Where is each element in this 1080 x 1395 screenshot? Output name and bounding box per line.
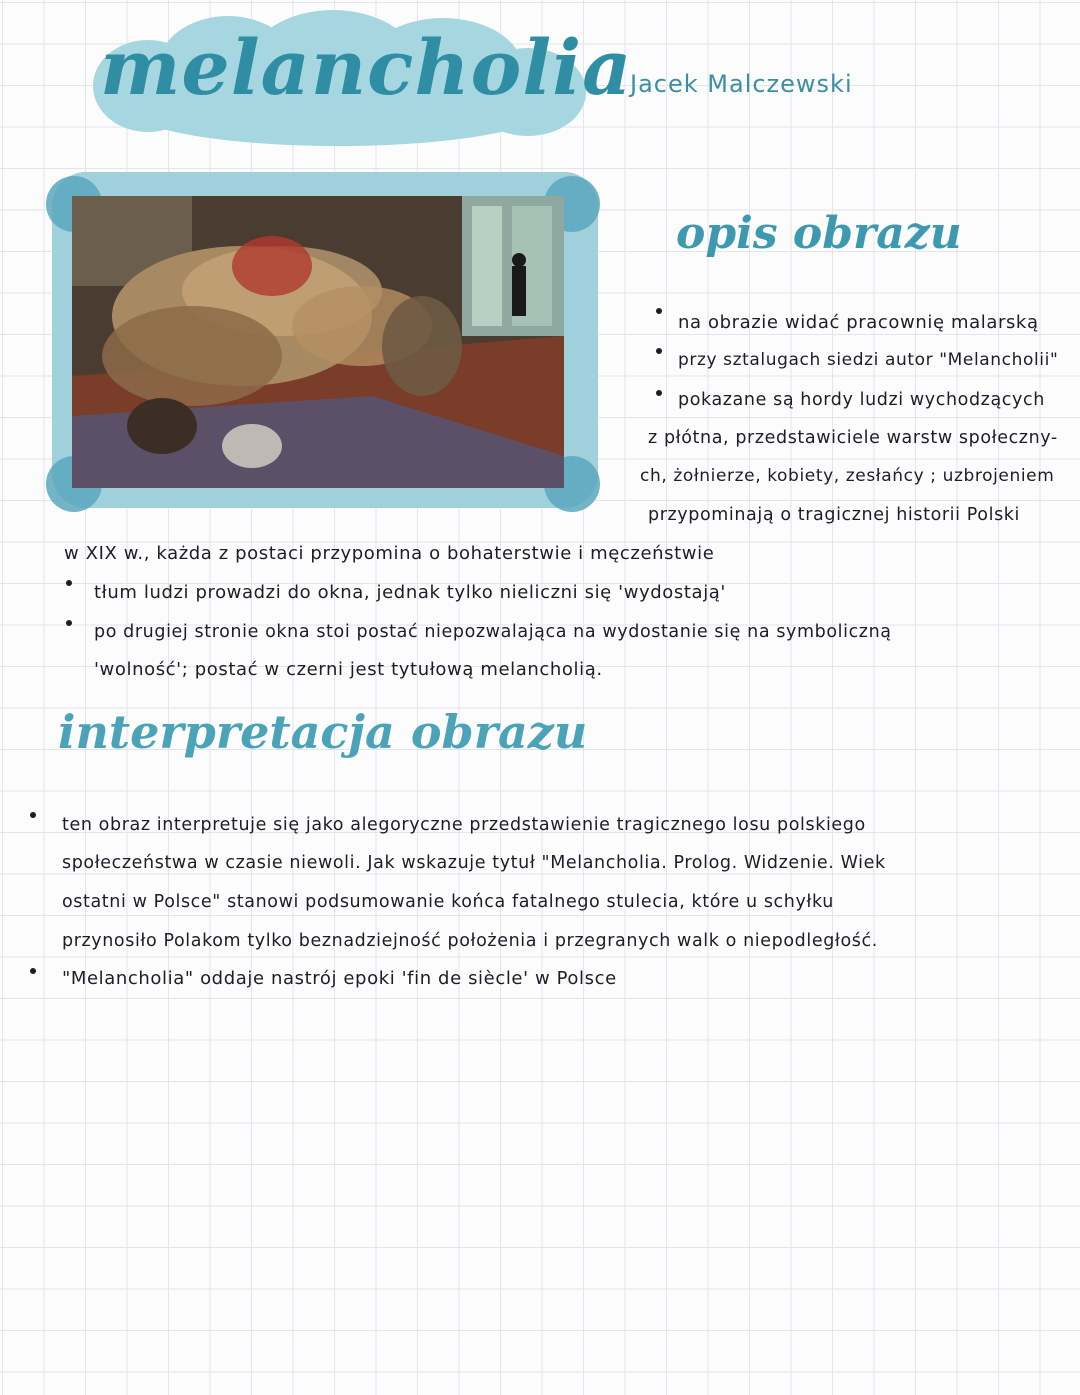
bullet-dot xyxy=(30,812,36,818)
bullet-dot xyxy=(656,308,662,314)
description-line: tłum ludzi prowadzi do okna, jednak tylko nieliczni się 'wydostają' xyxy=(94,582,726,603)
author-name: Jacek Malczewski xyxy=(630,70,853,98)
description-line: na obrazie widać pracownię malarską xyxy=(678,312,1039,333)
interpretation-line: ostatni w Polsce" stanowi podsumowanie końca fatalnego stulecia, które u schyłku xyxy=(62,892,834,912)
bullet-dot xyxy=(66,580,72,586)
bullet-dot xyxy=(656,348,662,354)
bullet-dot xyxy=(656,390,662,396)
description-line: 'wolność'; postać w czerni jest tytułową melancholią. xyxy=(94,659,603,680)
interpretation-line: "Melancholia" oddaje nastrój epoki 'fin de siècle' w Polsce xyxy=(62,968,617,989)
interpretation-line: ten obraz interpretuje się jako alegoryczne przedstawienie tragicznego losu polskiego xyxy=(62,815,866,835)
interpretation-heading: interpretacja obrazu xyxy=(58,705,588,759)
description-line: pokazane są hordy ludzi wychodzących xyxy=(678,390,1045,410)
page-title: melancholia xyxy=(100,23,633,112)
description-line: po drugiej stronie okna stoi postać niepozwalająca na wydostanie się na symboliczną xyxy=(94,622,892,642)
melancholia-painting-image xyxy=(72,196,564,488)
interpretation-line: przynosiło Polakom tylko beznadziejność położenia i przegranych walk o niepodległość. xyxy=(62,931,878,951)
description-line: ch, żołnierze, kobiety, zesłańcy ; uzbrojeniem xyxy=(640,466,1055,486)
description-heading: opis obrazu xyxy=(676,208,962,259)
bullet-dot xyxy=(66,620,72,626)
bullet-dot xyxy=(30,968,36,974)
description-line: w XIX w., każda z postaci przypomina o bohaterstwie i męczeństwie xyxy=(64,543,715,564)
description-line: przy sztalugach siedzi autor "Melancholii" xyxy=(678,350,1059,370)
description-line: przypominają o tragicznej historii Polski xyxy=(648,505,1020,525)
interpretation-line: społeczeństwa w czasie niewoli. Jak wskazuje tytuł "Melancholia. Prolog. Widzenie. Wiek xyxy=(62,853,886,873)
description-line: z płótna, przedstawiciele warstw społeczny- xyxy=(648,428,1058,448)
